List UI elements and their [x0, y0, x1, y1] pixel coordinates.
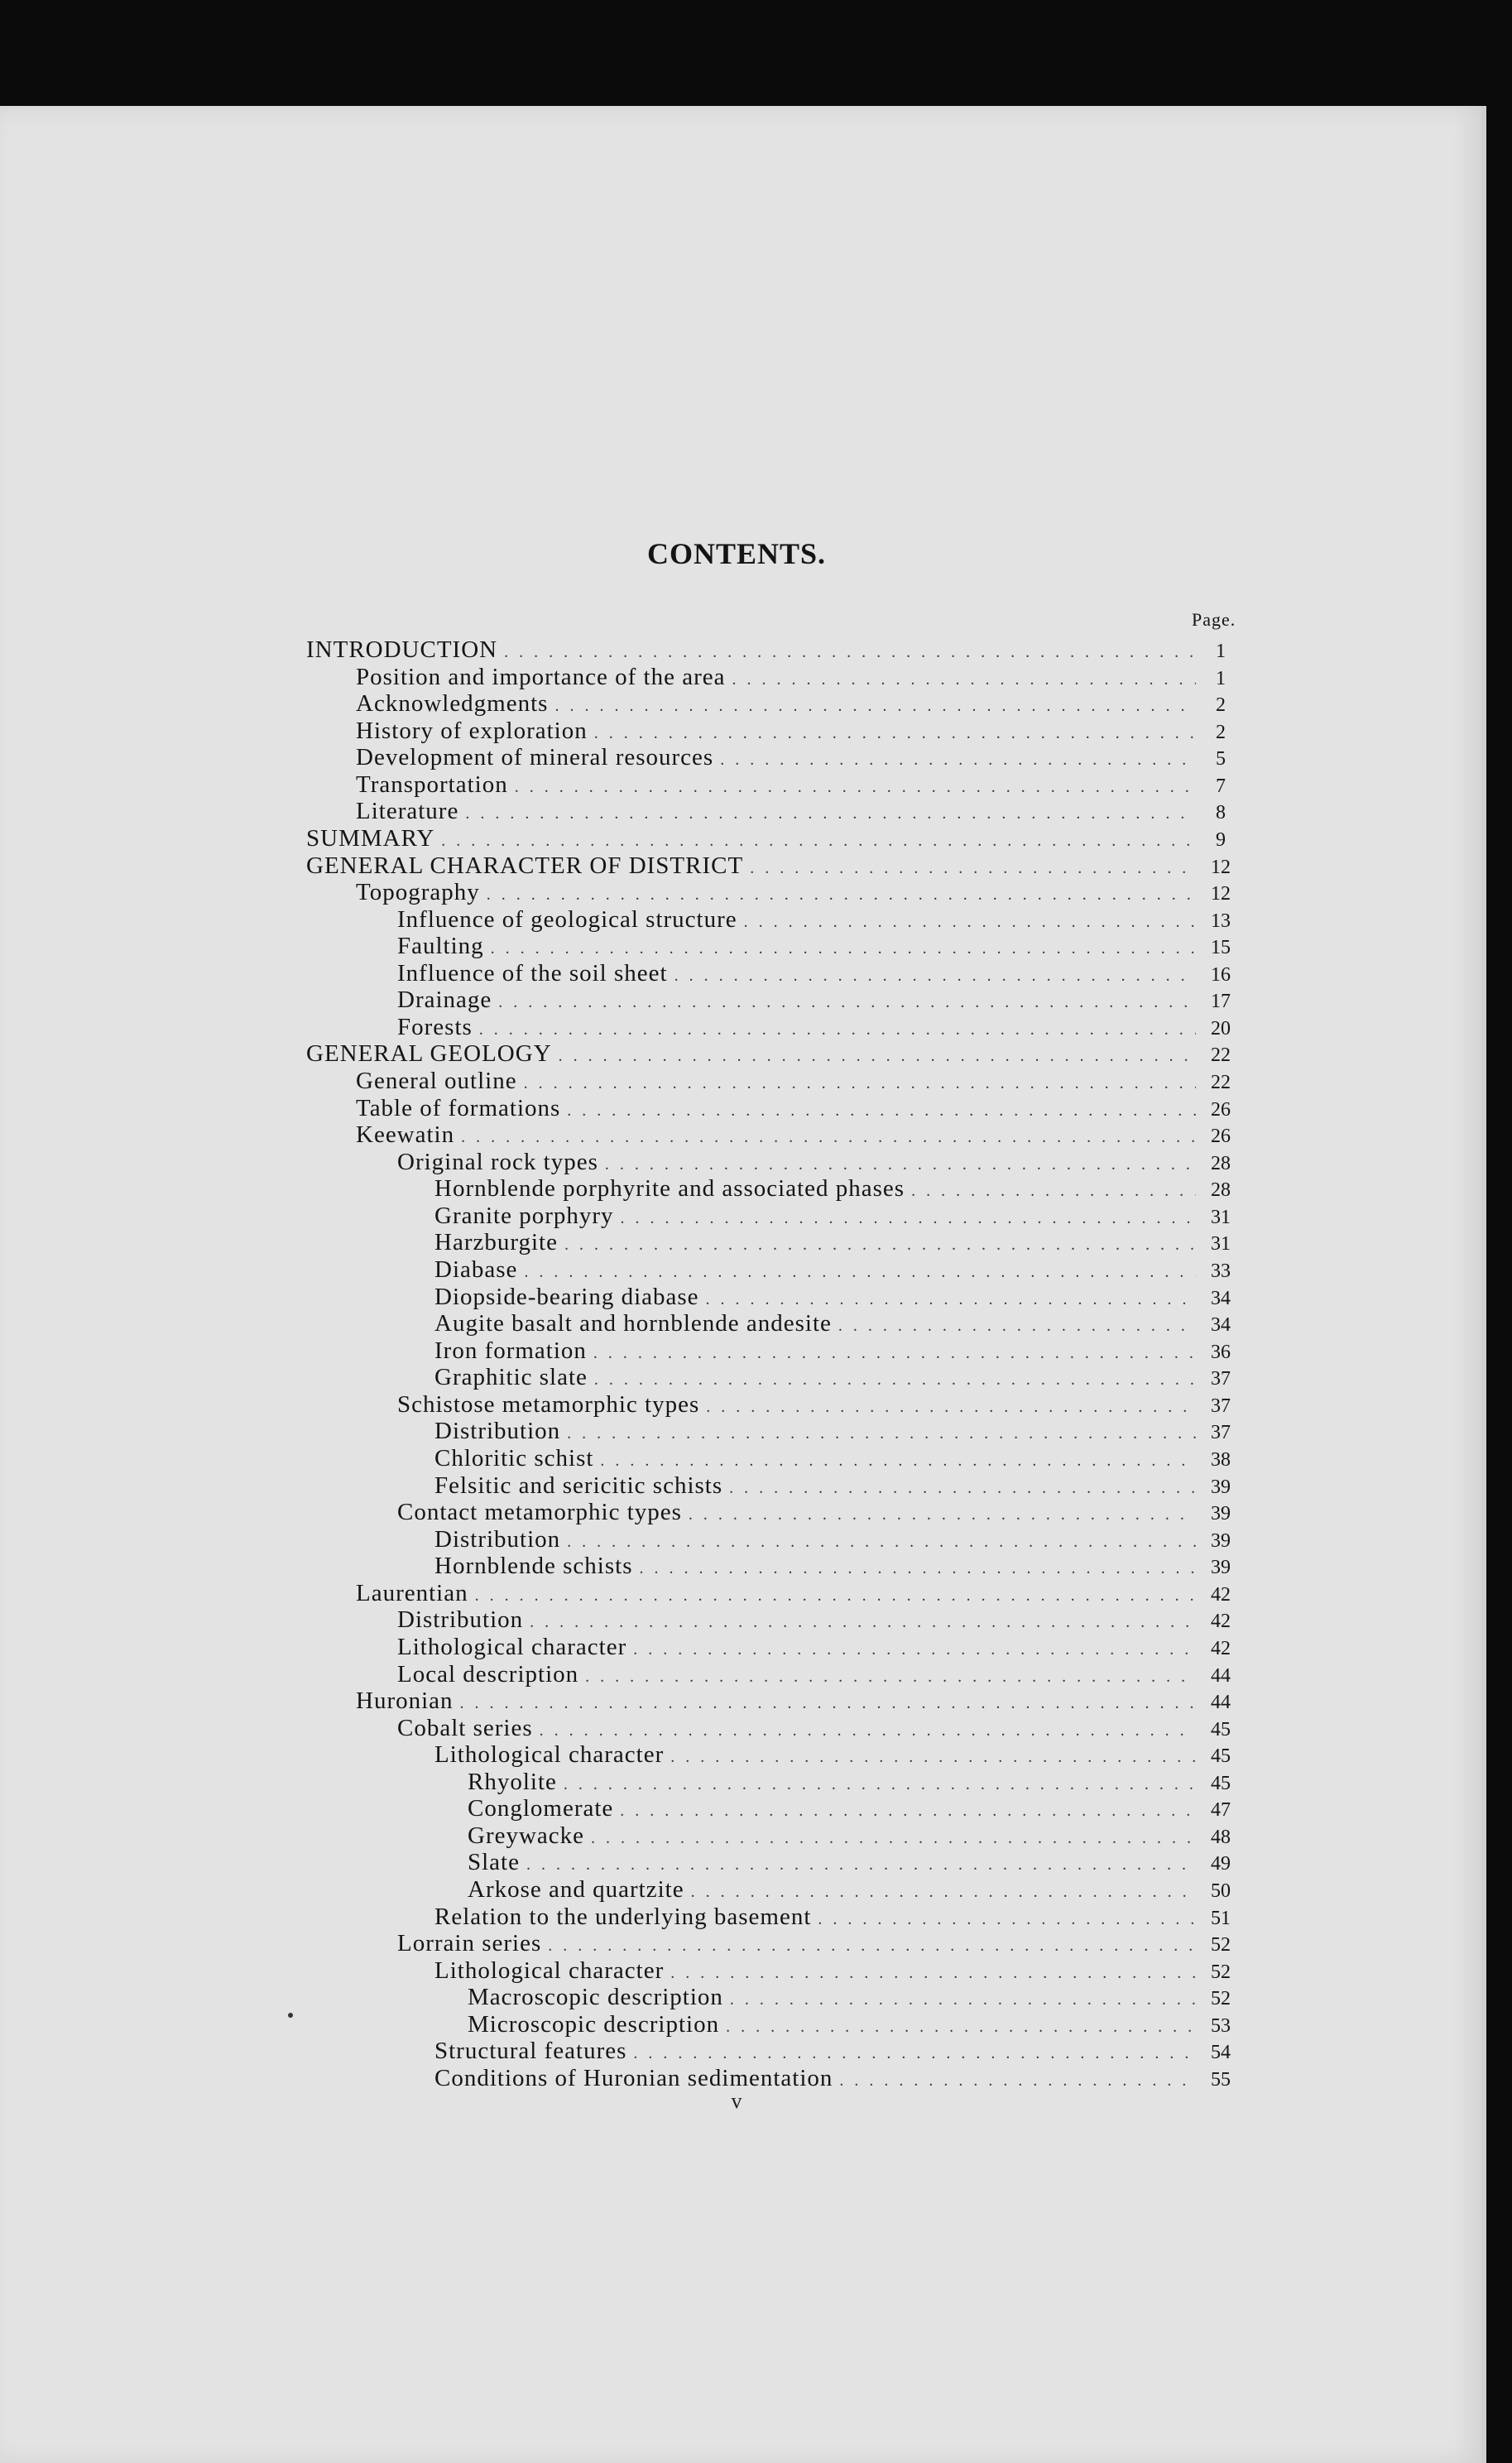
- toc-entry: [434, 1174, 1246, 1203]
- toc-entry: [434, 1228, 1246, 1256]
- toc-entry-title: Diabase: [434, 1256, 518, 1283]
- toc-entry-title: Conglomerate: [468, 1795, 614, 1822]
- toc-entry-page: 28: [1211, 1179, 1231, 1201]
- toc-entry-title: History of exploration: [356, 718, 588, 744]
- toc-entry: [468, 1983, 1246, 2011]
- toc-entry: [397, 1390, 1246, 1419]
- dot-leader: [674, 962, 1196, 987]
- toc-entry: [434, 2037, 1246, 2065]
- toc-entry-title: Laurentian: [356, 1580, 468, 1606]
- dot-leader: [720, 746, 1196, 771]
- toc-entry: [356, 1067, 1246, 1095]
- toc-entry: [434, 1309, 1246, 1337]
- toc-entry-page: 1: [1216, 668, 1226, 689]
- toc-entry: [434, 1202, 1246, 1230]
- toc-entry-title: Conditions of Huronian sedimentation: [434, 2065, 833, 2091]
- toc-entry-page: 9: [1216, 829, 1226, 851]
- toc-entry: [434, 1283, 1246, 1311]
- toc-entry-page: 37: [1211, 1395, 1231, 1417]
- dot-leader: [732, 665, 1196, 691]
- toc-entry-title: Harzburgite: [434, 1229, 558, 1256]
- dot-leader: [730, 1985, 1196, 2011]
- toc-entry-title: SUMMARY: [306, 825, 435, 852]
- dot-leader: [726, 2013, 1196, 2038]
- toc-entry-page: 37: [1211, 1422, 1231, 1443]
- toc-entry: [434, 1337, 1246, 1365]
- toc-entry-page: 5: [1216, 748, 1226, 770]
- toc-entry-title: Augite basalt and hornblende andesite: [434, 1310, 832, 1337]
- toc-entry-page: 48: [1211, 1827, 1231, 1848]
- toc-entry-title: Drainage: [397, 987, 492, 1013]
- toc-entry-title: Distribution: [434, 1418, 561, 1444]
- toc-entry: [306, 1039, 1246, 1068]
- toc-entry: [397, 1498, 1246, 1526]
- toc-entry-page: 42: [1211, 1638, 1231, 1659]
- dot-leader: [524, 1258, 1196, 1284]
- toc-entry-title: Contact metamorphic types: [397, 1499, 682, 1525]
- toc-entry: [468, 1848, 1246, 1876]
- dot-leader: [526, 1851, 1196, 1876]
- dot-leader: [621, 1204, 1196, 1230]
- toc-entry-title: Relation to the underlying basement: [434, 1904, 812, 1930]
- toc-entry-title: Influence of the soil sheet: [397, 960, 668, 987]
- toc-entry-page: 54: [1211, 2042, 1231, 2063]
- dot-leader: [559, 1042, 1196, 1068]
- dot-leader: [593, 1339, 1196, 1365]
- toc-entry-title: Original rock types: [397, 1149, 598, 1175]
- dot-leader: [750, 854, 1196, 880]
- dot-leader: [585, 1663, 1196, 1688]
- dot-leader: [498, 988, 1196, 1014]
- toc-entry: [397, 1714, 1246, 1742]
- toc-entry-page: 39: [1211, 1476, 1231, 1498]
- toc-entry-page: 49: [1211, 1853, 1231, 1875]
- toc-entry-title: Rhyolite: [468, 1769, 557, 1795]
- dot-leader: [706, 1393, 1196, 1419]
- dot-leader: [670, 1743, 1196, 1769]
- dot-leader: [461, 1123, 1196, 1149]
- toc-entry: [434, 2064, 1246, 2092]
- toc-entry: [356, 797, 1246, 825]
- dot-leader: [818, 1905, 1196, 1931]
- page-column-label: Page.: [1192, 609, 1236, 630]
- dot-leader: [504, 638, 1196, 664]
- dot-leader: [554, 692, 1196, 718]
- toc-entry-page: 36: [1211, 1342, 1231, 1363]
- toc-entry-title: Microscopic description: [468, 2011, 720, 2038]
- dot-leader: [515, 773, 1196, 799]
- toc-entry-title: Lorrain series: [397, 1930, 542, 1956]
- toc-entry-page: 12: [1211, 883, 1231, 905]
- toc-entry: [356, 878, 1246, 906]
- toc-entry-title: Arkose and quartzite: [468, 1876, 684, 1903]
- toc-entry-page: 7: [1216, 775, 1226, 797]
- toc-entry-title: Table of formations: [356, 1095, 561, 1121]
- toc-entry: [356, 663, 1246, 691]
- toc-entry-page: 39: [1211, 1530, 1231, 1552]
- toc-entry-page: 47: [1211, 1799, 1231, 1821]
- dot-leader: [729, 1474, 1196, 1500]
- toc-entry-title: Transportation: [356, 771, 508, 798]
- toc-entry-page: 37: [1211, 1368, 1231, 1390]
- toc-entry: [434, 1444, 1246, 1472]
- toc-entry-page: 52: [1211, 1934, 1231, 1956]
- toc-entry-title: Hornblende schists: [434, 1553, 633, 1579]
- toc-entry-page: 45: [1211, 1745, 1231, 1767]
- toc-entry: [397, 1606, 1246, 1634]
- toc-entry-title: Hornblende porphyrite and associated phases: [434, 1175, 905, 1202]
- toc-entry-page: 45: [1211, 1719, 1231, 1740]
- toc-entry-page: 20: [1211, 1018, 1231, 1039]
- toc-entry-page: 13: [1211, 910, 1231, 932]
- toc-entry-page: 2: [1216, 694, 1226, 716]
- toc-entry-title: Literature: [356, 798, 459, 824]
- dot-leader: [633, 2039, 1196, 2065]
- toc-entry-page: 31: [1211, 1233, 1231, 1255]
- toc-entry: [397, 905, 1246, 934]
- toc-entry-page: 26: [1211, 1099, 1231, 1121]
- toc-entry: [434, 1552, 1246, 1580]
- toc-entry-page: 2: [1216, 722, 1226, 743]
- toc-entry-title: Distribution: [397, 1606, 524, 1633]
- dot-leader: [591, 1824, 1196, 1850]
- toc-entry: [306, 636, 1246, 664]
- toc-entry-page: 51: [1211, 1908, 1231, 1929]
- toc-entry-page: 44: [1211, 1665, 1231, 1687]
- toc-entry: [356, 1121, 1246, 1149]
- toc-entry-title: Influence of geological structure: [397, 906, 737, 933]
- dot-leader: [564, 1770, 1196, 1796]
- toc-entry: [356, 689, 1246, 718]
- toc-entry-page: 39: [1211, 1503, 1231, 1524]
- dot-leader: [911, 1177, 1196, 1203]
- toc-entry-page: 42: [1211, 1611, 1231, 1632]
- toc-entry: [397, 932, 1246, 960]
- toc-entry: [468, 1822, 1246, 1850]
- toc-entry: [397, 1013, 1246, 1041]
- toc-entry: [397, 1929, 1246, 1957]
- toc-entry: [306, 852, 1246, 880]
- toc-entry: [468, 1794, 1246, 1822]
- toc-entry-page: 17: [1211, 991, 1231, 1012]
- dot-leader: [567, 1097, 1196, 1122]
- toc-entry-page: 22: [1211, 1044, 1231, 1066]
- toc-entry-page: 33: [1211, 1260, 1231, 1282]
- toc-entry-title: Felsitic and sericitic schists: [434, 1472, 723, 1499]
- toc-entry: [434, 1256, 1246, 1284]
- toc-entry: [397, 986, 1246, 1014]
- toc-entry-page: 55: [1211, 2069, 1231, 2091]
- toc-entry: [468, 1768, 1246, 1796]
- dot-leader: [633, 1635, 1196, 1661]
- dot-leader: [640, 1554, 1197, 1580]
- toc-entry-title: Schistose metamorphic types: [397, 1391, 700, 1418]
- dot-leader: [600, 1447, 1196, 1472]
- book-page: [0, 106, 1486, 2463]
- toc-entry: [434, 1740, 1246, 1769]
- toc-entry: [434, 1472, 1246, 1500]
- toc-entry: [356, 743, 1246, 771]
- toc-entry-title: Acknowledgments: [356, 690, 549, 717]
- toc-entry-title: Position and importance of the area: [356, 664, 726, 690]
- toc-entry-page: 12: [1211, 857, 1231, 878]
- toc-entry: [434, 1525, 1246, 1553]
- toc-entry-page: 53: [1211, 2015, 1231, 2037]
- dot-leader: [475, 1582, 1196, 1607]
- toc-entry: [397, 1148, 1246, 1176]
- dot-leader: [706, 1285, 1196, 1311]
- toc-entry-title: Iron formation: [434, 1337, 587, 1364]
- toc-entry-page: 52: [1211, 1988, 1231, 2009]
- dot-leader: [594, 1366, 1196, 1391]
- toc-entry: [356, 717, 1246, 745]
- page-title: CONTENTS.: [646, 537, 827, 570]
- toc-entry: [434, 1363, 1246, 1391]
- toc-entry-title: Graphitic slate: [434, 1364, 588, 1390]
- toc-entry: [468, 2010, 1246, 2038]
- toc-entry: [434, 1903, 1246, 1931]
- toc-entry-page: 31: [1211, 1207, 1231, 1228]
- toc-entry-title: Lithological character: [397, 1634, 627, 1660]
- toc-entry: [434, 1956, 1246, 1985]
- page-folio: v: [731, 2089, 742, 2113]
- dot-leader: [605, 1150, 1196, 1176]
- dot-leader: [524, 1069, 1196, 1095]
- toc-entry: [397, 959, 1246, 987]
- toc-entry: [397, 1660, 1246, 1688]
- dot-leader: [465, 799, 1196, 825]
- toc-entry-title: Keewatin: [356, 1121, 455, 1148]
- toc-entry-title: GENERAL CHARACTER OF DISTRICT: [306, 852, 744, 879]
- dot-leader: [530, 1608, 1196, 1634]
- toc-entry-page: 34: [1211, 1288, 1231, 1309]
- toc-entry-title: INTRODUCTION: [306, 636, 498, 663]
- dot-leader: [567, 1419, 1196, 1445]
- dot-leader: [594, 719, 1196, 745]
- toc-entry-page: 45: [1211, 1773, 1231, 1794]
- dot-leader: [540, 1716, 1196, 1742]
- dot-leader: [548, 1932, 1196, 1957]
- toc-entry-title: GENERAL GEOLOGY: [306, 1040, 552, 1067]
- toc-entry-page: 16: [1211, 964, 1231, 986]
- toc-entry: [397, 1633, 1246, 1661]
- toc-entry-title: Macroscopic description: [468, 1984, 723, 2010]
- toc-entry-page: 52: [1211, 1961, 1231, 1983]
- toc-entry-page: 44: [1211, 1692, 1231, 1713]
- dot-leader: [691, 1878, 1196, 1904]
- toc-entry-title: Cobalt series: [397, 1715, 533, 1741]
- toc-entry-page: 34: [1211, 1314, 1231, 1336]
- toc-entry: [434, 1417, 1246, 1445]
- toc-entry-page: 26: [1211, 1126, 1231, 1147]
- dot-leader: [670, 1959, 1196, 1985]
- toc-entry-title: Distribution: [434, 1526, 561, 1553]
- toc-entry-title: Forests: [397, 1014, 473, 1040]
- toc-entry-title: Lithological character: [434, 1741, 665, 1768]
- toc-entry: [356, 1094, 1246, 1122]
- dot-leader: [567, 1528, 1196, 1553]
- toc-entry-title: Local description: [397, 1661, 579, 1688]
- toc-entry-page: 1: [1216, 641, 1226, 662]
- toc-entry-title: General outline: [356, 1068, 517, 1094]
- dot-leader: [479, 1015, 1196, 1041]
- toc-entry: [306, 824, 1246, 852]
- toc-entry-page: 8: [1216, 802, 1226, 823]
- toc-entry-page: 50: [1211, 1880, 1231, 1902]
- ink-speck: [288, 2013, 293, 2018]
- toc-entry: [468, 1875, 1246, 1904]
- toc-entry-title: Lithological character: [434, 1957, 665, 1984]
- toc-entry-title: Slate: [468, 1849, 520, 1875]
- dot-leader: [838, 1312, 1196, 1337]
- dot-leader: [689, 1500, 1196, 1526]
- toc-entry-page: 28: [1211, 1153, 1231, 1174]
- toc-entry-title: Diopside-bearing diabase: [434, 1284, 699, 1310]
- toc-entry: [356, 1687, 1246, 1715]
- toc-entry: [356, 1579, 1246, 1607]
- toc-entry-title: Development of mineral resources: [356, 744, 714, 771]
- toc-entry: [356, 771, 1246, 799]
- toc-entry-page: 38: [1211, 1449, 1231, 1471]
- dot-leader: [620, 1797, 1196, 1822]
- toc-entry-title: Huronian: [356, 1688, 454, 1714]
- toc-entry-title: Structural features: [434, 2038, 627, 2064]
- dot-leader: [564, 1231, 1196, 1256]
- dot-leader: [441, 827, 1196, 852]
- toc-entry-title: Granite porphyry: [434, 1203, 614, 1229]
- dot-leader: [487, 881, 1196, 906]
- toc-entry-title: Topography: [356, 879, 480, 905]
- toc-entry-page: 15: [1211, 937, 1231, 958]
- toc-entry-title: Greywacke: [468, 1822, 585, 1849]
- toc-entry-page: 39: [1211, 1557, 1231, 1578]
- toc-entry-page: 42: [1211, 1584, 1231, 1606]
- toc-entry-title: Chloritic schist: [434, 1445, 594, 1472]
- dot-leader: [491, 934, 1196, 960]
- dot-leader: [744, 908, 1196, 934]
- dot-leader: [460, 1689, 1196, 1715]
- toc-entry-page: 22: [1211, 1072, 1231, 1093]
- toc-entry-title: Faulting: [397, 933, 484, 959]
